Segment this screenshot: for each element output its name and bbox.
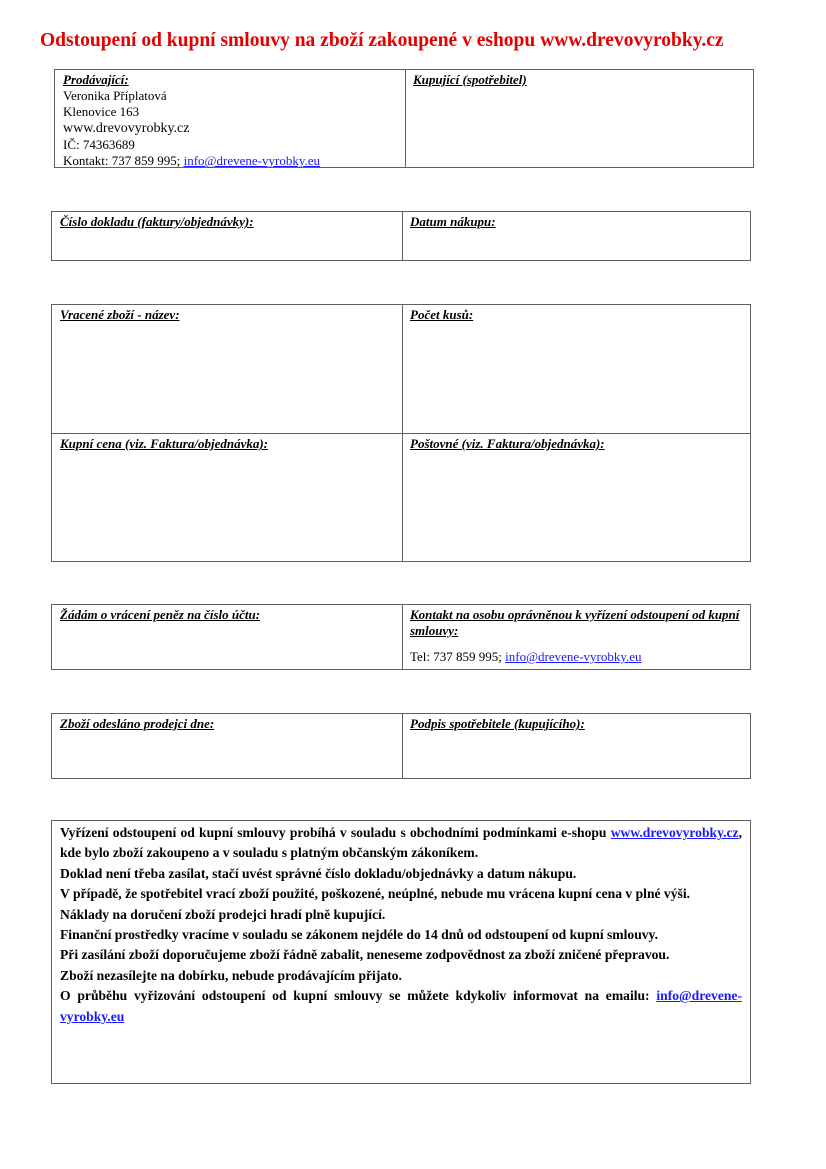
contact-person-line xyxy=(410,649,744,665)
buyer-cell[interactable] xyxy=(405,70,755,90)
refund-table xyxy=(51,604,751,670)
notes-p1-text: Vyřízení odstoupení od kupní smlouvy probíhá v souladu s obchodními podmínkami e-shopu xyxy=(60,825,611,840)
notes-box xyxy=(51,820,751,1084)
refund-account-label: Žádám o vrácení peněz na číslo účtu: xyxy=(60,607,261,622)
returned-goods-field[interactable] xyxy=(52,305,402,433)
document-number-label: Číslo dokladu (faktury/objednávky): xyxy=(60,214,254,229)
signature-label: Podpis spotřebitele (kupujícího): xyxy=(410,716,585,731)
document-table xyxy=(51,211,751,261)
purchase-date-label: Datum nákupu: xyxy=(410,214,496,229)
purchase-price-field[interactable] xyxy=(52,434,402,562)
seller-web: www.drevovyrobky.cz xyxy=(63,121,190,136)
notes-paragraph-2: Doklad není třeba zasílat, stačí uvést správné číslo dokladu/objednávky a datum nákupu. xyxy=(60,865,577,881)
contact-person-tel: Tel: 737 859 995; xyxy=(410,649,506,664)
seller-address: Klenovice 163 xyxy=(63,104,140,119)
returned-goods-label: Vracené zboží - název: xyxy=(60,307,180,322)
seller-contact xyxy=(63,153,397,169)
goods-table xyxy=(51,304,751,562)
notes-paragraph-8 xyxy=(60,986,742,1027)
seller-name: Veronika Příplatová xyxy=(63,88,167,103)
notes-text xyxy=(52,821,750,1029)
notes-paragraph-6: Při zasílání zboží doporučujeme zboží řádně zabalit, neneseme zodpovědnost za zboží zničené přepravou. xyxy=(60,947,670,963)
notes-p1-tail: , kde bylo zboží zakoupeno a v souladu s platným občanským zákoníkem. xyxy=(60,825,742,861)
seller-cell xyxy=(55,70,405,171)
document-number-field[interactable] xyxy=(52,212,402,232)
seller-buyer-table xyxy=(54,69,754,168)
refund-account-field[interactable] xyxy=(52,605,402,625)
purchase-price-label: Kupní cena (viz. Faktura/objednávka): xyxy=(60,436,269,451)
postage-label: Poštovné (viz. Faktura/objednávka): xyxy=(410,436,605,451)
notes-paragraph-1 xyxy=(60,823,742,864)
notes-paragraph-5: Finanční prostředky vracíme v souladu se zákonem nejdéle do 14 dnů od odstoupení od kupní smlouvy. xyxy=(60,927,658,943)
notes-paragraph-7: Zboží nezasílejte na dobírku, nebude prodávajícím přijato. xyxy=(60,967,402,983)
notes-web-link[interactable]: www.drevovyrobky.cz xyxy=(610,825,739,840)
quantity-label: Počet kusů: xyxy=(410,307,474,322)
quantity-field[interactable] xyxy=(402,305,752,433)
sending-table xyxy=(51,713,751,779)
page-title: Odstoupení od kupní smlouvy na zboží zakoupené v eshopu www.drevovyrobky.cz xyxy=(40,30,724,51)
postage-field[interactable] xyxy=(402,434,752,562)
notes-p8-text: O průběhu vyřizování odstoupení od kupní smlouvy se můžete kdykoliv informovat na emailu: xyxy=(60,988,657,1004)
sent-date-field[interactable] xyxy=(52,714,402,734)
notes-paragraph-3: V případě, že spotřebitel vrací zboží použité, poškozené, neúplné, nebude mu vrácena kupní cena v plné výši. xyxy=(60,886,690,902)
seller-label: Prodávající: xyxy=(63,72,129,87)
contact-person-cell xyxy=(402,605,752,667)
seller-contact-prefix: Kontakt: 737 859 995; xyxy=(63,153,184,168)
seller-ic: IČ: 74363689 xyxy=(63,137,135,152)
purchase-date-field[interactable] xyxy=(402,212,752,232)
contact-person-email-link[interactable]: info@drevene-vyrobky.eu xyxy=(505,649,642,664)
seller-email-link[interactable]: info@drevene-vyrobky.eu xyxy=(183,153,320,168)
notes-email-link[interactable]: info@drevene-vyrobky.eu xyxy=(60,988,742,1024)
sent-date-label: Zboží odesláno prodejci dne: xyxy=(60,716,215,731)
contact-person-label: Kontakt na osobu oprávněnou k vyřízení odstoupení od kupní smlouvy: xyxy=(410,607,740,638)
buyer-label: Kupující (spotřebitel) xyxy=(413,72,527,87)
notes-paragraph-4: Náklady na doručení zboží prodejci hradí plně kupující. xyxy=(60,906,386,922)
signature-field[interactable] xyxy=(402,714,752,734)
